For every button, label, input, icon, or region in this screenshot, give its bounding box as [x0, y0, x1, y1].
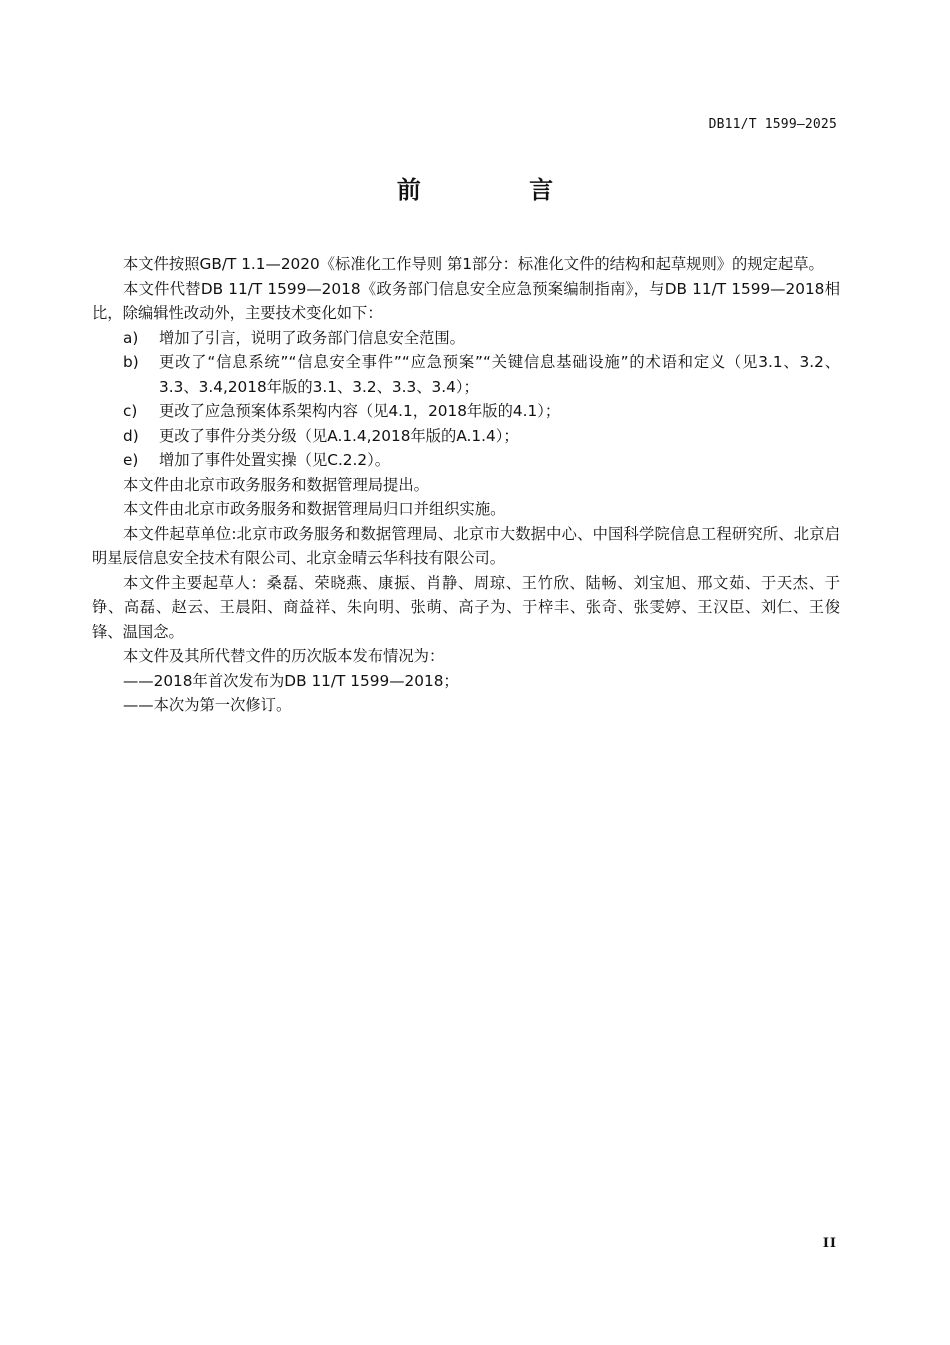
list-item-label: b): [123, 353, 139, 371]
page-title: 前 言: [396, 176, 604, 204]
list-item-label: d): [123, 426, 139, 445]
list-item: [92, 326, 840, 351]
list-item-label: c): [123, 402, 138, 420]
document-code: DB11/T 1599—2025: [708, 117, 837, 132]
paragraph-drafters: 本文件主要起草人：桑磊、荣晓燕、康振、肖静、周琼、王竹欣、陆畅、刘宝旭、邢文茹、于天杰、于铮、高磊、赵云、王晨阳、商益祥、朱向明、张萌、高子为、于梓丰、张奇、张雯婷、王汉臣、刘仁、王俊锋、温国念。: [92, 573, 840, 641]
history-item: ——2018年首次发布为DB 11/T 1599—2018；: [123, 671, 459, 690]
list-item: [92, 350, 840, 399]
page-number: II: [822, 1236, 837, 1251]
paragraph-replacement: 本文件代替DB 11/T 1599—2018《政务部门信息安全应急预案编制指南》，与DB 11/T 1599—2018相比，除编辑性改动外，主要技术变化如下：: [92, 279, 840, 322]
list-item: [92, 399, 840, 424]
foreword-body: [92, 252, 840, 718]
list-item-label: e): [123, 451, 139, 469]
list-item: [92, 448, 840, 473]
list-item-label: a): [123, 328, 139, 347]
list-item-text: 更改了应急预案体系架构内容（见4.1，2018年版的4.1）；: [159, 402, 561, 420]
list-item-text: 更改了“信息系统”“信息安全事件”“应急预案”“关键信息基础设施”的术语和定义（见3.1、3.2、3.3、3.4,2018年版的3.1、3.2、3.3、3.4）；: [159, 353, 840, 396]
paragraph-drafting-units: 本文件起草单位:北京市政务服务和数据管理局、北京市大数据中心、中国科学院信息工程研究所、北京启明星辰信息安全技术有限公司、北京金晴云华科技有限公司。: [92, 524, 840, 567]
history-item: ——本次为第一次修订。: [123, 696, 292, 714]
list-item-text: 增加了事件处置实操（见C.2.2）。: [159, 451, 391, 469]
paragraph-administrator: 本文件由北京市政务服务和数据管理局归口并组织实施。: [123, 500, 506, 518]
paragraph-history-intro: 本文件及其所代替文件的历次版本发布情况为：: [123, 647, 445, 665]
list-item: [92, 424, 840, 449]
paragraph-proposer: 本文件由北京市政务服务和数据管理局提出。: [123, 475, 429, 494]
list-item-text: 更改了事件分类分级（见A.1.4,2018年版的A.1.4）；: [159, 426, 519, 445]
paragraph-drafting-rules: 本文件按照GB/T 1.1—2020《标准化工作导则 第1部分：标准化文件的结构和起草规则》的规定起草。: [123, 255, 824, 273]
list-item-text: 增加了引言，说明了政务部门信息安全范围。: [159, 328, 465, 347]
